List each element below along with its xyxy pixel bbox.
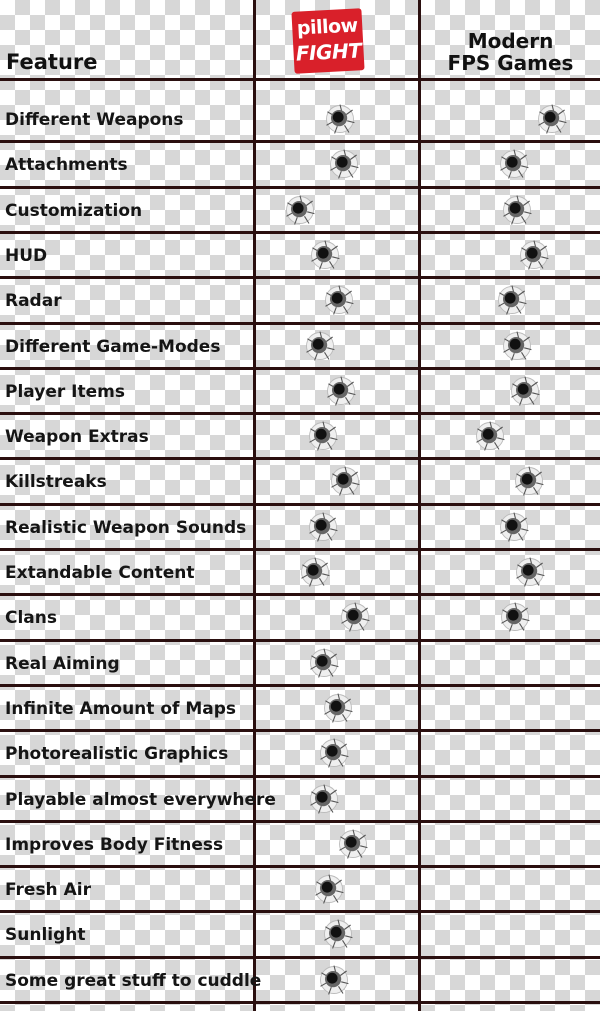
bullet-hole-icon [321, 282, 357, 318]
feature-label: Photorealistic Graphics [5, 744, 229, 765]
bullet-hole-icon [297, 554, 333, 590]
bullet-hole-icon [494, 282, 530, 318]
feature-label: Radar [5, 291, 62, 312]
bullet-hole-icon [337, 599, 373, 635]
modern-fps-header-line2: FPS Games [447, 51, 574, 75]
bullet-hole-icon [307, 237, 343, 273]
feature-label: Different Game-Modes [5, 336, 221, 357]
header-divider [0, 78, 600, 81]
bullet-hole-icon [497, 599, 533, 635]
bullet-hole-icon [326, 146, 362, 182]
feature-label: Different Weapons [5, 110, 184, 130]
row-divider [0, 231, 600, 234]
bullet-hole-icon [507, 373, 543, 409]
feature-label: Player Items [5, 381, 125, 402]
bullet-hole-icon [306, 781, 342, 817]
bullet-hole-icon [512, 554, 548, 590]
row-divider [0, 593, 600, 596]
row-divider [0, 910, 600, 913]
feature-label: Extandable Content [5, 563, 195, 583]
bullet-hole-icon [323, 373, 359, 409]
bullet-hole-icon [316, 735, 352, 771]
feature-label: Real Aiming [5, 653, 120, 674]
bullet-hole-icon [511, 463, 547, 499]
bullet-hole-icon [499, 328, 535, 364]
bullet-hole-icon [534, 101, 570, 137]
feature-column-header: Feature [6, 50, 98, 74]
bullet-hole-icon [305, 509, 341, 545]
feature-label: Some great stuff to cuddle [5, 970, 262, 991]
feature-label: Playable almost everywhere [5, 789, 276, 810]
bullet-hole-icon [320, 916, 356, 952]
row-divider [0, 276, 600, 279]
bullet-hole-icon [320, 690, 356, 726]
feature-label: Attachments [5, 155, 128, 176]
feature-label: Sunlight [5, 925, 86, 946]
bullet-hole-icon [316, 962, 352, 998]
bullet-hole-icon [311, 871, 347, 907]
feature-label: Fresh Air [5, 880, 91, 901]
bullet-hole-icon [472, 418, 508, 454]
feature-label: Realistic Weapon Sounds [5, 517, 247, 538]
bullet-hole-icon [499, 192, 535, 228]
bullet-hole-icon [516, 237, 552, 273]
bullet-hole-icon [306, 645, 342, 681]
modern-fps-column-header [421, 30, 600, 74]
feature-label: Killstreaks [5, 472, 107, 493]
feature-label: Clans [5, 608, 57, 629]
logo-line2: FIGHT [295, 38, 362, 66]
bullet-hole-icon [305, 418, 341, 454]
modern-fps-header-line1: Modern [467, 29, 554, 53]
feature-label: HUD [5, 245, 48, 266]
pillow-fight-logo [291, 8, 364, 74]
bullet-hole-icon [496, 509, 532, 545]
bullet-hole-icon [282, 192, 318, 228]
feature-label: Improves Body Fitness [5, 834, 224, 855]
bullet-hole-icon [335, 826, 371, 862]
bullet-hole-icon [302, 328, 338, 364]
feature-label: Infinite Amount of Maps [5, 698, 237, 719]
feature-label: Customization [5, 200, 143, 221]
row-divider [0, 1001, 600, 1004]
logo-line1: pillow [296, 14, 359, 40]
feature-label: Weapon Extras [5, 427, 149, 448]
bullet-hole-icon [496, 146, 532, 182]
bullet-hole-icon [322, 101, 358, 137]
bullet-hole-icon [327, 463, 363, 499]
